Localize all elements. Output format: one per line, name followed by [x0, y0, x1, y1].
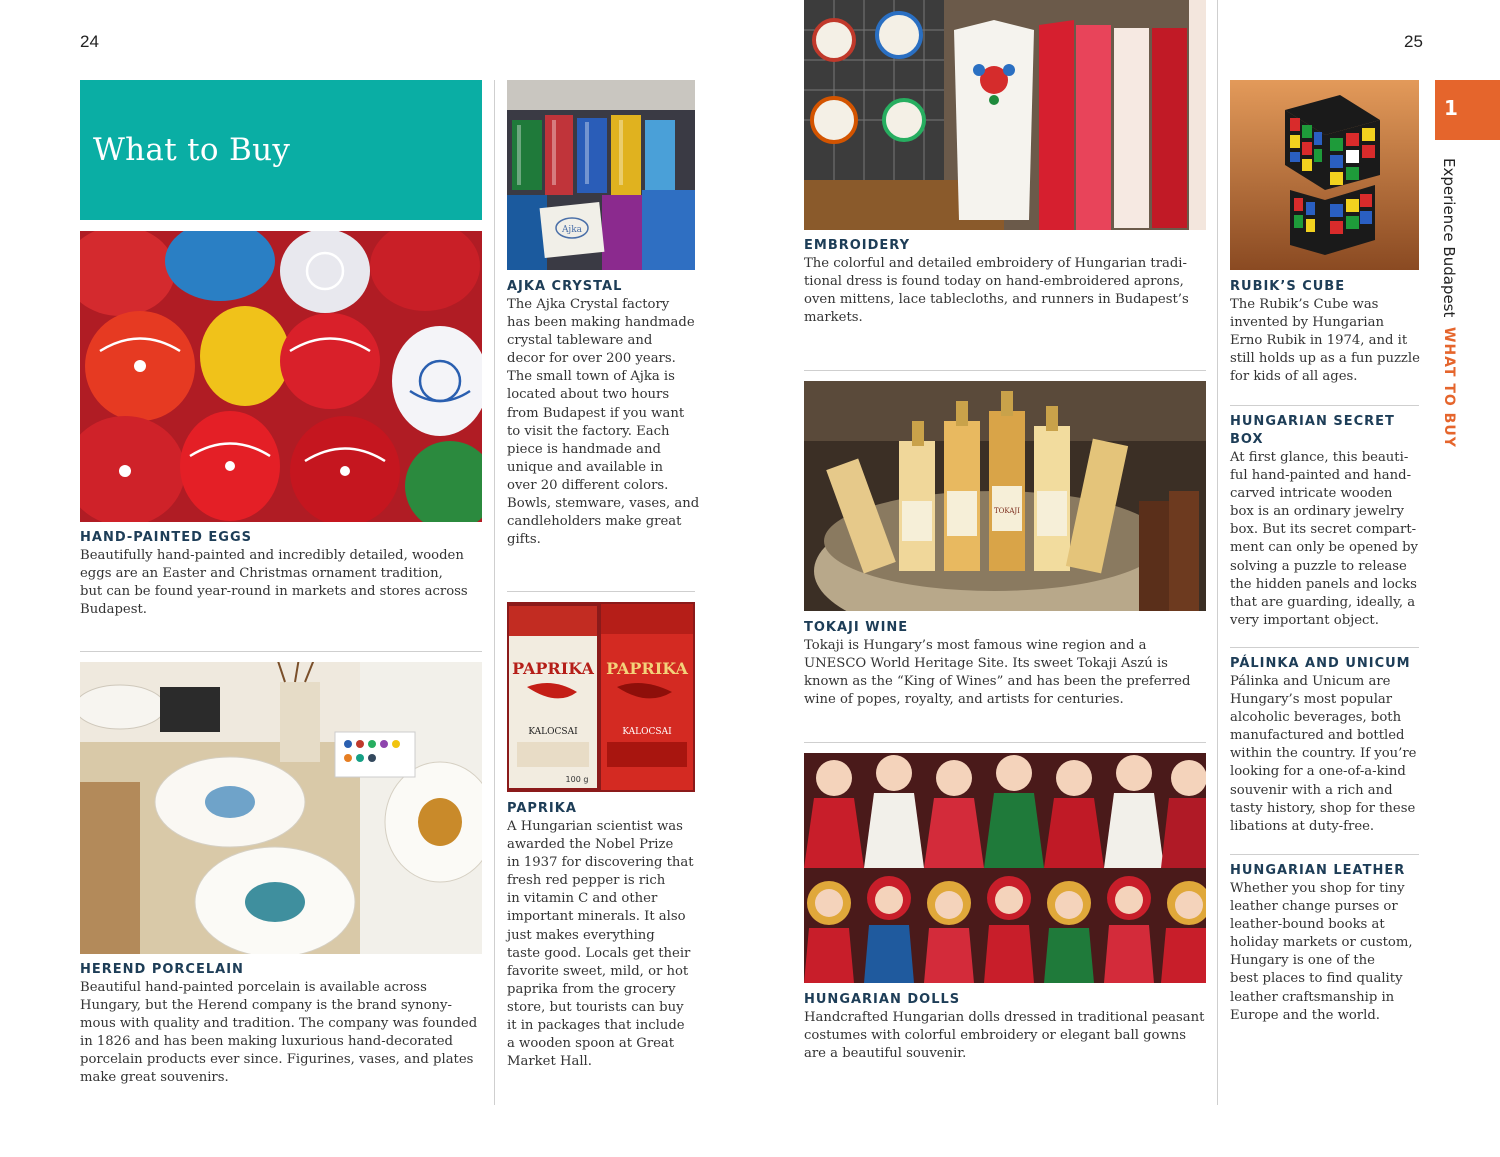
text-line: mous with quality and tradition. The company was founded — [80, 1016, 478, 1032]
tokaji-heading: TOKAJI WINE — [804, 620, 909, 635]
text-line: The colorful and detailed embroidery of Hungarian tradi- — [804, 256, 1187, 271]
text-line: store, but tourists can buy — [507, 999, 684, 1015]
text-line: piece is handmade and — [507, 441, 661, 457]
ajka-text — [507, 296, 702, 549]
paprika-heading: PAPRIKA — [507, 801, 577, 816]
text-line: gifts. — [507, 532, 541, 548]
dolls-photo — [804, 753, 1206, 983]
ajka-plaque-text: Ajka — [561, 225, 583, 235]
text-line: At first glance, this beauti- — [1230, 450, 1409, 465]
text-line: very important object. — [1230, 612, 1379, 628]
text-line: the hidden panels and locks — [1230, 576, 1417, 592]
leather-heading: HUNGARIAN LEATHER — [1230, 863, 1406, 878]
text-line: leather-bound books at — [1230, 917, 1385, 933]
text-line: eggs are an Easter and Christmas ornament tradition, — [80, 566, 443, 582]
tokaji-text — [804, 637, 1214, 709]
palinka-text — [1230, 673, 1430, 836]
text-line: make great souvenirs. — [80, 1070, 229, 1086]
text-line: markets. — [804, 310, 863, 326]
paprika-kalocsai-left: KALOCSAI — [528, 727, 578, 737]
section-divider — [80, 651, 482, 652]
title-box — [80, 80, 482, 220]
text-line: box. But its secret compart- — [1230, 522, 1417, 538]
text-line: important minerals. It also — [507, 909, 686, 925]
text-line: it in packages that include — [507, 1018, 685, 1034]
text-line: invented by Hungarian — [1230, 315, 1384, 331]
running-head — [1440, 158, 1458, 448]
chapter-number: 1 — [1444, 96, 1458, 120]
text-line: UNESCO World Heritage Site. Its sweet Tokaji Aszú is — [804, 656, 1168, 672]
text-line: Whether you shop for tiny — [1230, 881, 1405, 896]
embroidery-text — [804, 255, 1214, 327]
running-head-subsection: WHAT TO BUY — [1441, 327, 1457, 449]
text-line: libations at duty-free. — [1230, 818, 1375, 834]
chapter-tab — [1435, 80, 1500, 140]
embroidery-heading: EMBROIDERY — [804, 238, 911, 253]
text-line: solving a puzzle to release — [1230, 558, 1407, 574]
paprika-photo — [507, 602, 695, 792]
section-divider — [804, 742, 1206, 743]
page-number-right: 25 — [1404, 32, 1423, 51]
text-line: manufactured and bottled — [1230, 728, 1405, 744]
rubik-heading: RUBIK’S CUBE — [1230, 279, 1346, 294]
text-line: within the country. If you’re — [1230, 746, 1417, 762]
text-line: favorite sweet, mild, or hot — [507, 963, 689, 979]
text-line: oven mittens, lace tablecloths, and runners in Budapest’s — [804, 292, 1189, 308]
tokaji-bottle-label: TOKAJI — [994, 507, 1020, 515]
text-line: for kids of all ages. — [1230, 369, 1358, 385]
text-line: a wooden spoon at Great — [507, 1036, 675, 1052]
text-line: known as the “King of Wines” and has been the preferred — [804, 674, 1191, 690]
text-line: fresh red pepper is rich — [507, 873, 666, 889]
text-line: ment can only be opened by — [1230, 540, 1418, 556]
text-line: Hungary is one of the — [1230, 953, 1375, 969]
text-line: Beautiful hand-painted porcelain is available across — [80, 980, 427, 995]
palinka-heading: PÁLINKA AND UNICUM — [1230, 656, 1411, 671]
rubiks-photo — [1230, 80, 1419, 270]
section-divider — [1230, 854, 1419, 855]
page-number-left: 24 — [80, 32, 99, 51]
text-line: costumes with colorful embroidery or elegant ball gowns — [804, 1028, 1187, 1044]
text-line: from Budapest if you want — [507, 405, 685, 421]
page-title: What to Buy — [93, 132, 291, 168]
column-divider — [1217, 0, 1218, 1105]
text-line: decor for over 200 years. — [507, 351, 676, 367]
section-divider — [1230, 647, 1419, 648]
eggs-text — [80, 547, 482, 619]
herend-text — [80, 979, 485, 1088]
text-line: in 1826 and has been making luxurious hand-decorated — [80, 1034, 453, 1050]
text-line: Pálinka and Unicum are — [1230, 674, 1391, 689]
dolls-text — [804, 1009, 1214, 1063]
text-line: that are guarding, ideally, a — [1230, 594, 1416, 610]
text-line: Bowls, stemware, vases, and — [507, 496, 700, 512]
text-line: carved intricate wooden — [1230, 486, 1393, 502]
text-line: wine of popes, royalty, and artists for centuries. — [804, 692, 1124, 708]
secret-box-text — [1230, 449, 1430, 630]
text-line: Handcrafted Hungarian dolls dressed in traditional peasant — [804, 1010, 1205, 1025]
paprika-kalocsai-right: KALOCSAI — [622, 727, 672, 737]
text-line: Tokaji is Hungary’s most famous wine region and a — [804, 638, 1147, 653]
text-line: unique and available in — [507, 459, 663, 475]
text-line: box is an ordinary jewelry — [1230, 504, 1404, 520]
text-line: over 20 different colors. — [507, 477, 669, 493]
porcelain-photo — [80, 662, 482, 954]
text-line: in 1937 for discovering that — [507, 855, 694, 871]
text-line: best places to find quality — [1230, 971, 1403, 987]
eggs-heading: HAND-PAINTED EGGS — [80, 530, 253, 545]
text-line: holiday markets or custom, — [1230, 935, 1413, 951]
text-line: Erno Rubik in 1974, and it — [1230, 333, 1408, 349]
herend-heading: HEREND PORCELAIN — [80, 962, 244, 977]
crystal-photo — [507, 80, 695, 270]
text-line: in vitamin C and other — [507, 891, 658, 907]
text-line: tional dress is found today on hand-embroidered aprons, — [804, 274, 1184, 290]
running-head-section: Experience Budapest — [1440, 158, 1458, 318]
text-line: ful hand-painted and hand- — [1230, 468, 1412, 484]
text-line: The Ajka Crystal factory — [507, 297, 670, 312]
text-line: Hungary’s most popular — [1230, 692, 1393, 708]
text-line: taste good. Locals get their — [507, 945, 691, 961]
text-line: has been making handmade — [507, 315, 695, 331]
text-line: awarded the Nobel Prize — [507, 837, 674, 853]
paprika-right-label: PAPRIKA — [606, 659, 688, 678]
text-line: The small town of Ajka is — [507, 369, 675, 385]
text-line: alcoholic beverages, both — [1230, 710, 1402, 726]
heading-line: HUNGARIAN SECRET — [1230, 414, 1395, 429]
wine-photo — [804, 381, 1206, 611]
text-line: Beautifully hand-painted and incredibly detailed, wooden — [80, 548, 464, 563]
text-line: souvenir with a rich and — [1230, 782, 1393, 798]
dolls-heading: HUNGARIAN DOLLS — [804, 992, 961, 1007]
text-line: The Rubik’s Cube was — [1230, 297, 1379, 312]
text-line: just makes everything — [507, 927, 655, 943]
ajka-heading: AJKA CRYSTAL — [507, 279, 623, 294]
text-line: but can be found year-round in markets and stores across — [80, 584, 468, 600]
text-line: A Hungarian scientist was — [507, 819, 683, 834]
column-divider — [494, 80, 495, 1105]
text-line: candleholders make great — [507, 514, 682, 530]
text-line: crystal tableware and — [507, 333, 653, 349]
text-line: Europe and the world. — [1230, 1007, 1380, 1023]
section-divider — [804, 370, 1206, 371]
leather-text — [1230, 880, 1430, 1025]
text-line: leather craftsmanship in — [1230, 989, 1395, 1005]
text-line: to visit the factory. Each — [507, 423, 670, 439]
text-line: Market Hall. — [507, 1054, 592, 1070]
paprika-weight: 100 g — [565, 775, 589, 784]
text-line: located about two hours — [507, 387, 670, 403]
text-line: Budapest. — [80, 602, 147, 618]
secret-box-heading — [1230, 413, 1395, 449]
embroidery-photo — [804, 0, 1206, 230]
paprika-left-label: PAPRIKA — [512, 659, 594, 678]
eggs-photo — [80, 231, 482, 522]
text-line: tasty history, shop for these — [1230, 800, 1416, 816]
rubik-text — [1230, 296, 1430, 386]
text-line: leather change purses or — [1230, 899, 1398, 915]
text-line: are a beautiful souvenir. — [804, 1046, 967, 1062]
text-line: Hungary, but the Herend company is the brand synony- — [80, 998, 452, 1014]
text-line: still holds up as a fun puzzle — [1230, 351, 1420, 367]
section-divider — [1230, 405, 1419, 406]
text-line: paprika from the grocery — [507, 981, 676, 997]
text-line: porcelain products ever since. Figurines, vases, and plates — [80, 1052, 474, 1068]
heading-line: BOX — [1230, 432, 1264, 447]
section-divider — [507, 591, 695, 592]
text-line: looking for a one-of-a-kind — [1230, 764, 1406, 780]
paprika-text — [507, 818, 702, 1071]
